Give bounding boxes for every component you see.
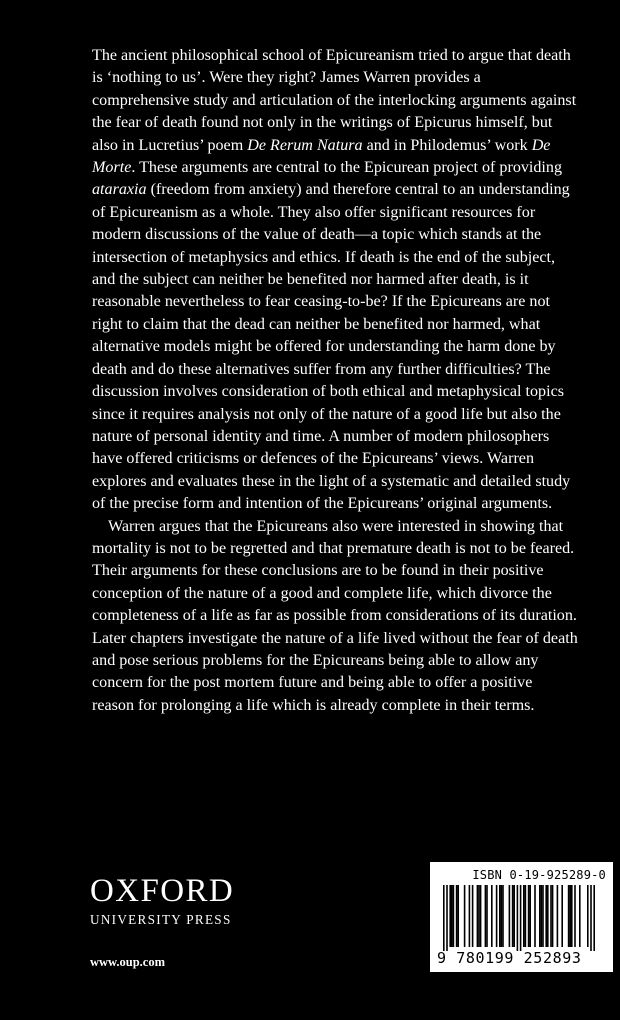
barcode-bar <box>446 885 448 951</box>
blurb-paragraph-1: The ancient philosophical school of Epicureanism tried to argue that death is ‘nothing to us’. Were they right? James Warren provides a comprehensive study and articulation of the interlocking arguments against the fear of death found not only in the writings of Epicurus himself, but also in Lucretius’ poem De Rerum Natura and in Philodemus’ work De Morte. These arguments are central to the Epicurean project of providing ataraxia (freedom from anxiety) and therefore central to an understanding of Epicureanism as a whole. They also offer significant resources for modern discussions of the value of death—a topic which stands at the intersection of metaphysics and ethics. If death is the end of the subject, and the subject can neither be benefited nor harmed after death, is it reasonable nevertheless to fear ceasing-to-be? If the Epicureans are not right to claim that the dead can neither be benefited nor harmed, what alternative models might be offered for understanding the harm done by death and do these alternatives suffer from any further difficulties? The discussion involves consideration of both ethical and metaphysical topics since it requires analysis not only of the nature of a good life but also the nature of personal identity and time. A number of modern philosophers have offered criticisms or defences of the Epicureans’ views. Warren explores and evaluates these in the light of a systematic and detailed study of the precise form and intention of the Epicureans’ original arguments. <box>92 47 577 513</box>
barcode-bar <box>561 885 563 947</box>
barcode-bar <box>499 885 501 947</box>
barcode-bar <box>569 885 571 947</box>
barcode-bar <box>443 885 445 951</box>
barcode-bar <box>520 885 522 951</box>
term-ataraxia: ataraxia <box>92 181 147 199</box>
barcode-bar <box>545 885 547 947</box>
barcode-bar <box>491 885 493 947</box>
back-cover-blurb <box>92 45 578 717</box>
barcode-bar <box>496 885 498 947</box>
barcode-bar <box>502 885 504 947</box>
barcode-bar <box>449 885 451 947</box>
barcode-bar <box>485 885 487 947</box>
barcode-bar <box>525 885 527 947</box>
barcode-bar <box>512 885 514 947</box>
publisher-name: OXFORD <box>90 873 235 909</box>
barcode-bar <box>501 885 503 947</box>
barcode-bar <box>469 885 471 947</box>
barcode-bar <box>568 885 570 947</box>
publisher-subtitle: UNIVERSITY PRESS <box>90 912 232 927</box>
barcode-bar <box>456 885 458 947</box>
barcode-bar <box>453 885 455 947</box>
barcode-bar <box>557 885 559 947</box>
barcode-bar <box>574 885 576 947</box>
isbn-barcode <box>430 862 613 972</box>
barcode-bar <box>587 885 589 947</box>
blurb-paragraph-2: Warren argues that the Epicureans also were interested in showing that mortality is not to be regretted and that premature death is not to be feared. Their arguments for these conclusions are to be found in their positive conception of the nature of a good and complete life, which divorce the completeness of a life as far as possible from considerations of its duration. Later chapters investigate the nature of a life lived without the fear of death and pose serious problems for the Epicureans being able to allow any concern for the post mortem future and being able to offer a positive reason for prolonging a life which is already complete in their terms. <box>92 517 578 714</box>
barcode-bar <box>517 885 519 951</box>
barcode-bar <box>528 885 530 947</box>
barcode-bar <box>547 885 549 947</box>
barcode-bar <box>593 885 595 951</box>
barcode-bar <box>539 885 541 947</box>
barcode-bar <box>541 885 543 947</box>
barcode-bar <box>509 885 511 947</box>
barcode-bar <box>464 885 466 947</box>
barcode-bar <box>451 885 453 947</box>
publisher-url: www.oup.com <box>90 955 166 969</box>
barcode-bars <box>437 885 606 951</box>
barcode-bar <box>477 885 479 947</box>
barcode-bar <box>534 885 536 947</box>
barcode-bar <box>513 885 515 947</box>
isbn-label: ISBN 0-19-925289-0 <box>472 868 606 882</box>
ean-digits: 9 780199 252893 <box>437 949 582 967</box>
barcode-bar <box>523 885 525 947</box>
barcode-bar <box>590 885 592 951</box>
barcode-bar <box>552 885 554 947</box>
barcode-bar <box>550 885 552 947</box>
barcode-bar <box>480 885 482 947</box>
publisher-logo <box>90 874 234 928</box>
barcode-bar <box>472 885 474 947</box>
barcode-bar <box>529 885 531 947</box>
barcode-bar <box>457 885 459 947</box>
barcode-bar <box>542 885 544 947</box>
book-title-de-rerum-natura: De Rerum Natura <box>247 136 363 154</box>
barcode-bar <box>571 885 573 947</box>
barcode-bar <box>478 885 480 947</box>
book-title-de-morte: De Morte <box>92 136 551 177</box>
barcode-bar <box>579 885 581 947</box>
barcode-bar <box>486 885 488 947</box>
